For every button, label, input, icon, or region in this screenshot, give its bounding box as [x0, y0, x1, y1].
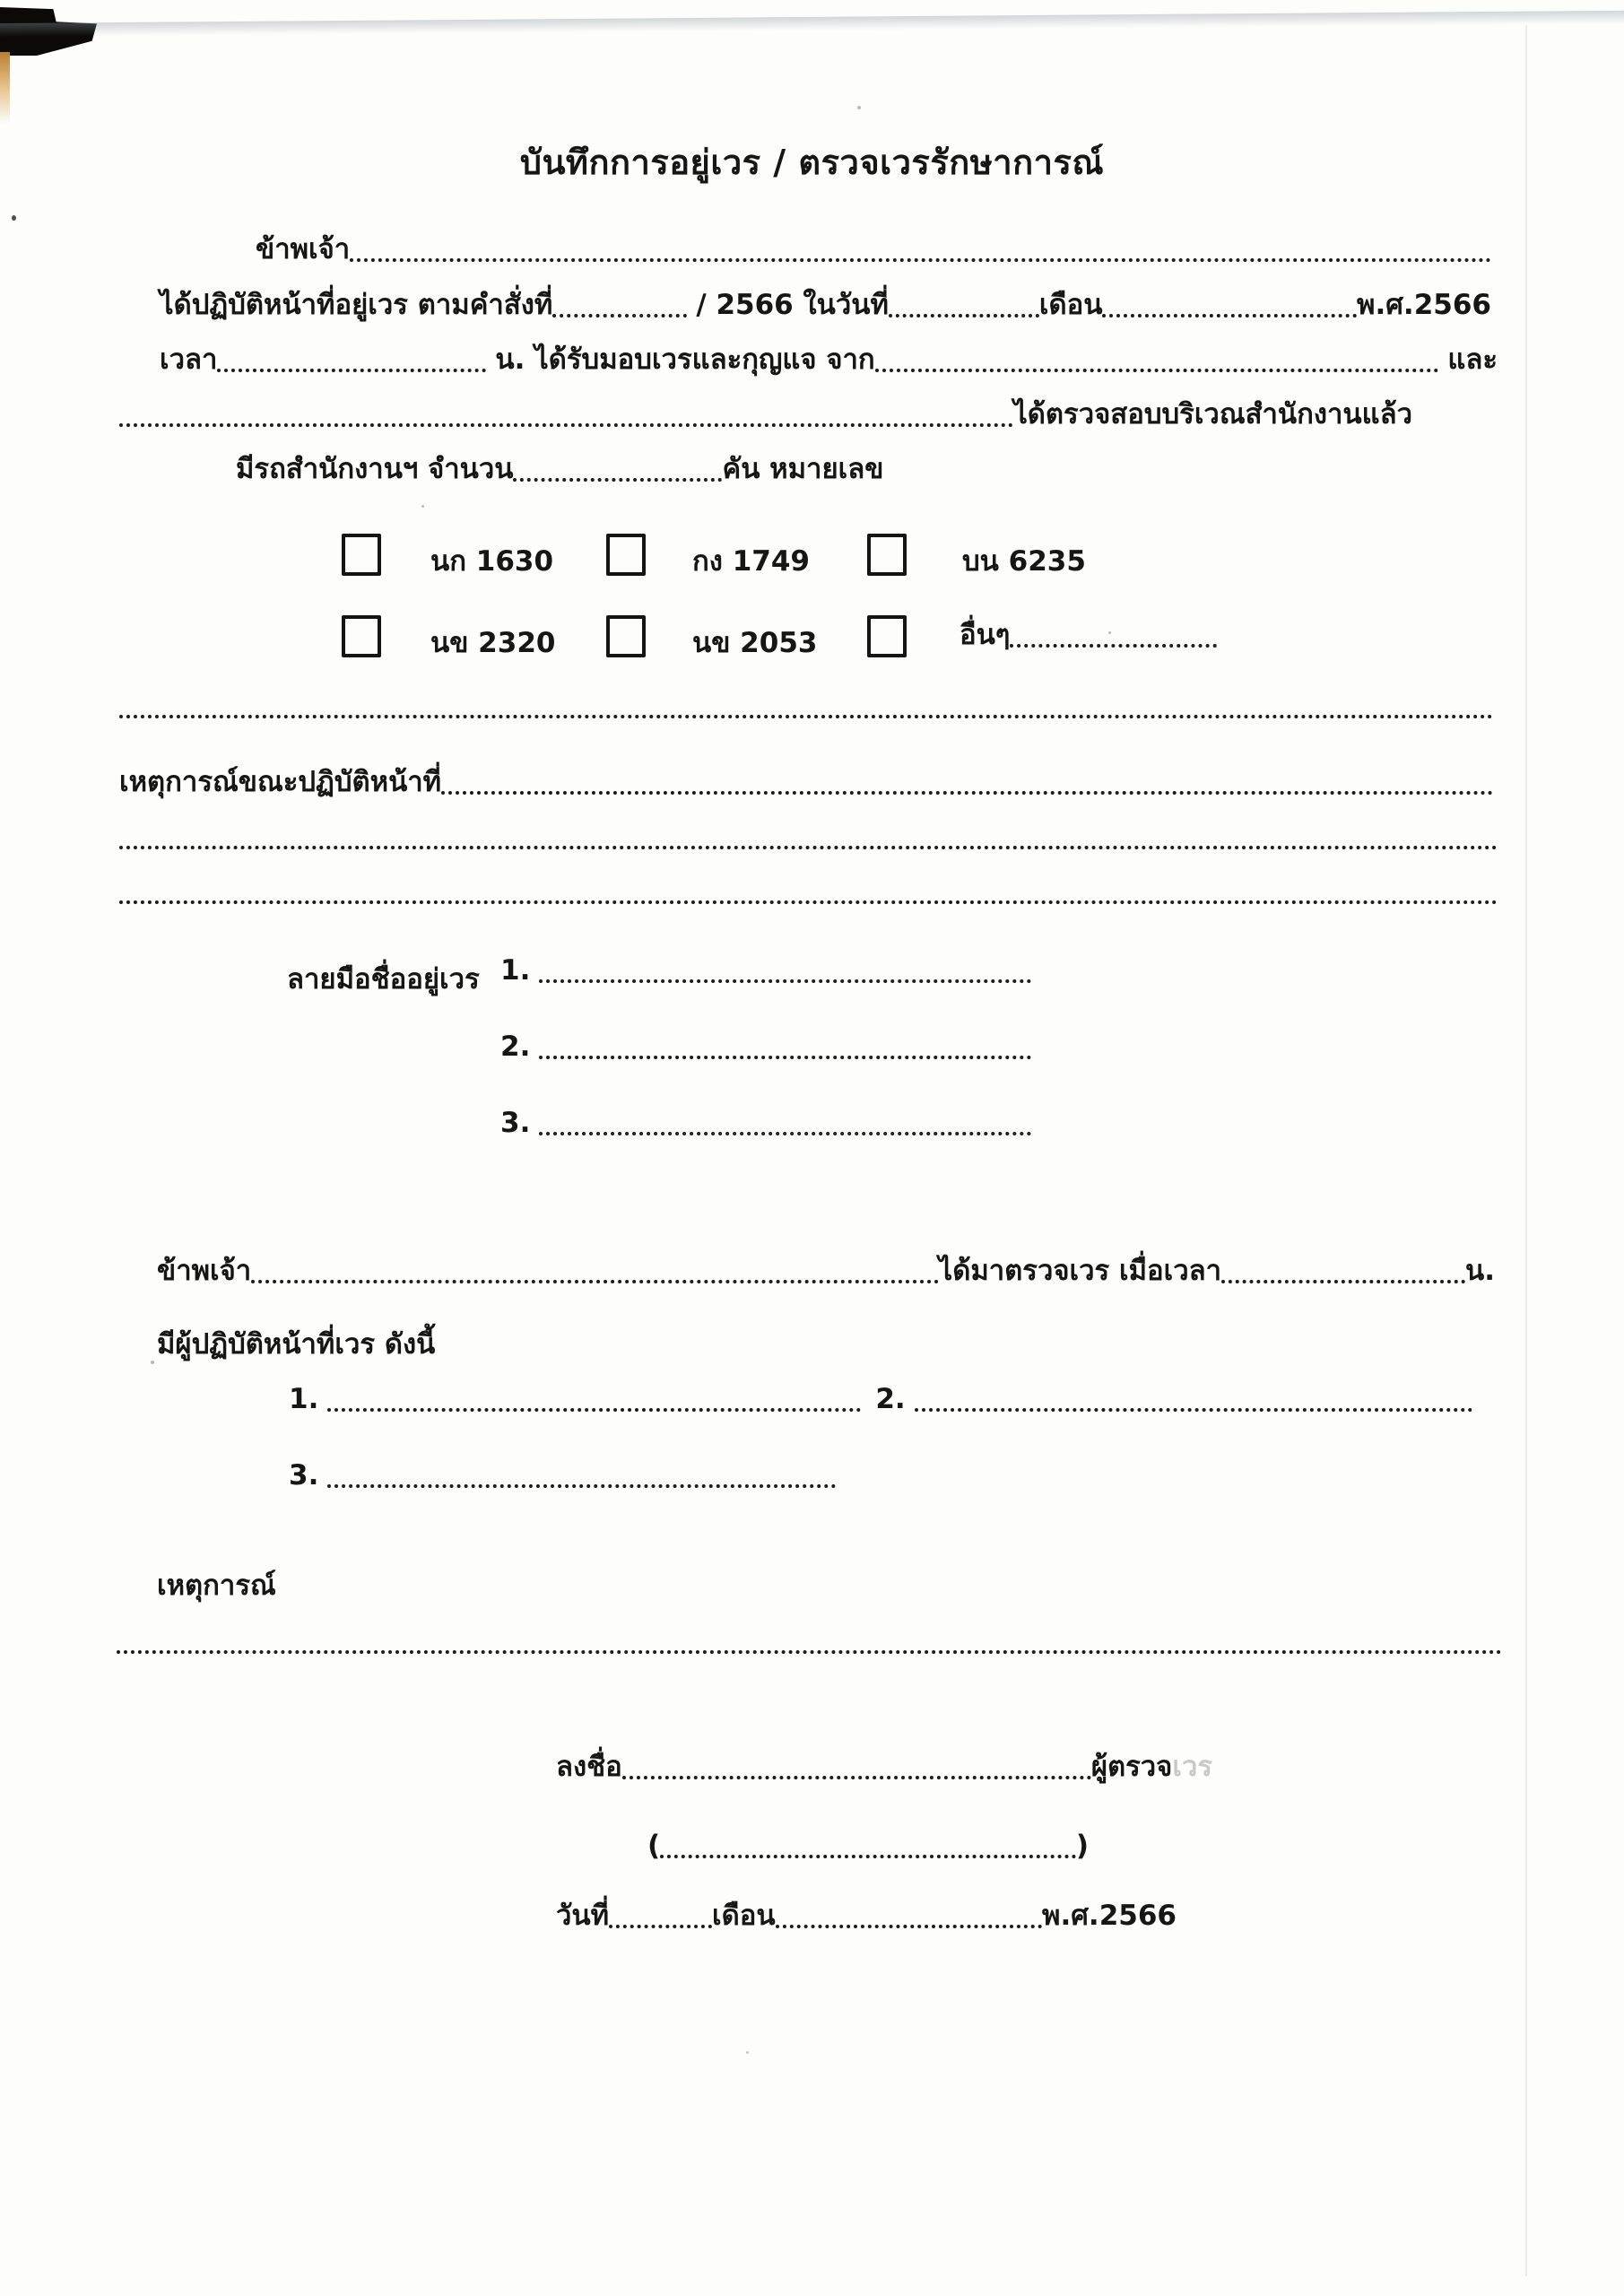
intro-line-5	[236, 451, 883, 489]
vehicle-count-label: มีรถสำนักงานฯ จำนวน	[236, 453, 514, 485]
blank-footer-day[interactable]	[609, 1925, 712, 1928]
inspector-title-faint: เวร	[1172, 1751, 1212, 1783]
blank-incident-3[interactable]	[119, 900, 1498, 904]
page-title: บันทึกการอยู่เวร / ตรวจเวรรักษาการณ์	[519, 143, 1105, 182]
blank-footer-month[interactable]	[776, 1925, 1042, 1928]
staff-row-2	[289, 1457, 836, 1495]
scan-artifact-edge-line	[1525, 25, 1527, 2276]
blank-incident-1[interactable]	[441, 791, 1493, 795]
scan-speck	[151, 1361, 154, 1364]
blank-footer-signature[interactable]	[622, 1776, 1091, 1779]
blank-incident-2[interactable]	[119, 846, 1498, 849]
blank-signature-2[interactable]	[539, 1056, 1031, 1059]
blank-line[interactable]	[119, 715, 1493, 718]
and-label: และ	[1447, 344, 1498, 376]
scan-speck	[12, 215, 16, 221]
vehicle-checkbox-4[interactable]	[342, 615, 381, 657]
intro-line-1	[256, 231, 1491, 269]
staff-row-1	[289, 1381, 1472, 1419]
blank-month[interactable]	[1102, 314, 1357, 317]
scan-speck	[421, 505, 424, 508]
blank-signature-1[interactable]	[539, 979, 1031, 983]
signature-section-label: ลายมือชื่ออยู่เวร	[287, 963, 480, 996]
staff-number-3: 3.	[289, 1459, 319, 1492]
vehicle-checkbox-5[interactable]	[606, 615, 646, 657]
vehicle-unit-label: คัน หมายเลข	[722, 453, 884, 485]
inspect-time-suffix: น.	[1465, 1255, 1495, 1287]
blank-handover-from[interactable]	[875, 369, 1439, 372]
handover-label: น. ได้รับมอบเวรและกุญแจ จาก	[495, 344, 875, 376]
sign-label: ลงชื่อ	[556, 1751, 622, 1783]
scan-speck	[857, 106, 861, 109]
vehicle-label-1: นก 1630	[430, 545, 554, 578]
blank-officer-name[interactable]	[350, 258, 1491, 262]
signature-row-3	[500, 1105, 1031, 1143]
blank-staff-3[interactable]	[327, 1484, 836, 1488]
signature-row-2	[500, 1029, 1031, 1066]
staff-on-duty-label: มีผู้ปฏิบัติหน้าที่เวร ดังนี้	[157, 1328, 436, 1361]
blank-other-vehicle[interactable]	[1010, 644, 1217, 648]
vehicle-other-line	[960, 617, 1217, 655]
blank-signature-3[interactable]	[539, 1132, 1031, 1135]
blank-handover-from-2[interactable]	[119, 423, 1013, 427]
blank-day[interactable]	[889, 314, 1039, 317]
footer-paren-line	[647, 1828, 1089, 1866]
footer-month-label: เดือน	[712, 1900, 776, 1932]
checked-premises-label: ได้ตรวจสอบบริเวณสำนักงานแล้ว	[1013, 398, 1412, 430]
inspector-title-label: ผู้ตรวจ	[1090, 1751, 1173, 1783]
footer-date-line	[556, 1898, 1177, 1935]
blank-staff-1[interactable]	[327, 1408, 861, 1412]
paren-open: (	[647, 1830, 661, 1862]
staff-number-1: 1.	[289, 1383, 319, 1415]
signature-number-2: 2.	[500, 1031, 531, 1063]
inspector-incident-label: เหตุการณ์	[157, 1570, 276, 1602]
intro-line-3	[160, 342, 1498, 379]
footer-sign-line	[556, 1749, 1212, 1787]
intro-line-2	[160, 287, 1491, 325]
month-label: เดือน	[1038, 289, 1103, 321]
scan-speck	[746, 2051, 749, 2054]
blank-footer-name[interactable]	[660, 1855, 1076, 1858]
vehicle-label-5: นข 2053	[692, 627, 818, 659]
inspector-line-1	[157, 1253, 1495, 1291]
blank-inspect-time[interactable]	[1221, 1280, 1465, 1283]
scan-artifact-top-shadow	[0, 10, 1624, 37]
i-prefix-label: ข้าพเจ้า	[256, 233, 351, 265]
vehicle-checkbox-2[interactable]	[606, 534, 646, 576]
paren-close: )	[1075, 1830, 1089, 1862]
vehicle-checkbox-3[interactable]	[867, 534, 907, 576]
vehicle-label-4: นข 2320	[430, 627, 556, 659]
signature-row-1	[500, 952, 1031, 990]
staff-number-2: 2.	[875, 1383, 906, 1415]
vehicle-label-3: บน 6235	[962, 545, 1086, 578]
blank-vehicle-count[interactable]	[513, 478, 722, 482]
time-label: เวลา	[160, 344, 218, 376]
inspector-i-prefix: ข้าพเจ้า	[157, 1255, 252, 1287]
blank-staff-2[interactable]	[915, 1408, 1472, 1412]
vehicle-label-6: อื่นๆ	[960, 619, 1011, 651]
blank-inspector-incident[interactable]	[117, 1650, 1502, 1654]
vehicle-label-2: กง 1749	[692, 545, 810, 578]
scan-artifact-sliver	[0, 52, 10, 124]
duty-date-label: / 2566 ในวันที่	[696, 289, 889, 321]
blank-order-number[interactable]	[552, 314, 687, 317]
incident-on-duty-label: เหตุการณ์ขณะปฏิบัติหน้าที่	[119, 766, 442, 798]
intro-line-4	[119, 396, 1412, 434]
footer-year-label: พ.ศ.2566	[1042, 1900, 1177, 1932]
vehicle-checkbox-6[interactable]	[867, 615, 907, 657]
blank-time[interactable]	[217, 369, 486, 372]
signature-number-1: 1.	[500, 954, 531, 987]
vehicle-checkbox-1[interactable]	[342, 534, 381, 576]
footer-date-label: วันที่	[556, 1900, 610, 1932]
blank-inspector-name[interactable]	[251, 1280, 938, 1283]
duty-order-label: ได้ปฏิบัติหน้าที่อยู่เวร ตามคำสั่งที่	[160, 289, 553, 321]
inspect-label: ได้มาตรวจเวร เมื่อเวลา	[938, 1255, 1222, 1287]
year-label: พ.ศ.2566	[1357, 289, 1491, 321]
signature-number-3: 3.	[500, 1107, 531, 1139]
incident-on-duty-line	[119, 764, 1493, 802]
